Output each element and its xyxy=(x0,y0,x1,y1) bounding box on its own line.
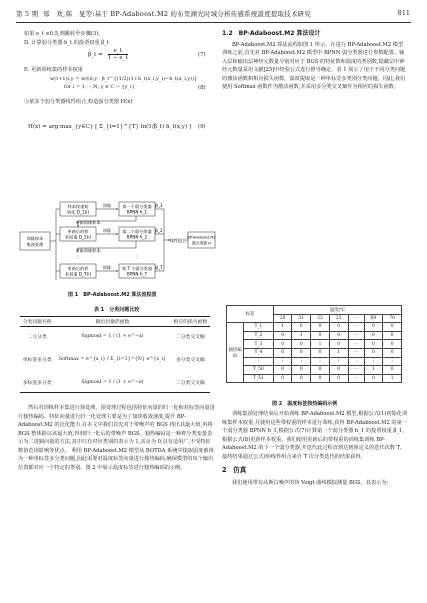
label-combine: 线性组合 xyxy=(169,238,187,243)
table-cell: 多分类交叉熵 xyxy=(175,358,205,363)
table-cell: 0 xyxy=(273,340,292,349)
table-cell: ⋯ xyxy=(348,340,364,349)
label-train-arrow-2: 训练 xyxy=(102,228,112,233)
table-row xyxy=(20,373,210,393)
table-cell: 1 xyxy=(273,323,292,332)
eq8-line-2: for i = 1,⋯,N; y ∈ C − {y_i} xyxy=(64,84,135,90)
table-cell: 0 xyxy=(329,366,348,375)
table-cell: 0 xyxy=(273,374,292,383)
temp-cell: 23 xyxy=(329,314,348,323)
running-header xyxy=(0,0,427,22)
table-cell: ⋯ xyxy=(348,374,364,383)
label-d2b: 本权重 D_2(i) xyxy=(64,234,92,240)
table-cell: 0 xyxy=(292,340,311,349)
left-step-if xyxy=(24,30,214,47)
step-e-text: E. 更新训练集的样本权重 xyxy=(24,67,83,73)
eq7-fraction xyxy=(108,48,128,61)
table-cell: 0 xyxy=(329,323,348,332)
table-cell: ⋮ xyxy=(292,357,311,366)
figure-1-flowchart xyxy=(18,200,216,288)
eq8-line-1: w(t+1)i,y = w(t)i,y · β_t^{(1/2)(1+h_t(x_i,y_i)−h_t(x_i,y))} xyxy=(50,76,198,82)
preprocess-paragraph: 然后对训练样本集进行预处理。预处理过程包括特征向量的归一化和对标签向量进行独热编码。特征向量进行归一化处理主要是为了加快收敛速度,提升 BP-Adaboost.M2 的泛化能力,在本文中我们首先对于带噪声的 BGS 找出其最大值,再将 BGS 整体除以该最大值,得到归一化后的带噪声 BGS。独热编码是一种将分类变量表示为二进制向量的方法,其中只有对应类别的表示为 1,其余为 0,具有适用广,不受特征数值范围影响等优点。 利用 BP-Adaboost.M2 模型从 BOTDA 系统中提取温度被视为一种单标签多分类问题,因此需要对温度标签向量进行独热编码,确保模型的每个输出位置都对应一个特定的类别。图 2 中展示温度标签进行独热编码的示例。 xyxy=(18,405,215,471)
table-cell: 多标签多分类 xyxy=(22,380,52,386)
figure-2-caption: 图 2 温度标签独热编码示例 xyxy=(272,401,338,407)
label-init1: 样本权重初 xyxy=(67,204,89,209)
table-cell: ⋯ xyxy=(348,366,364,375)
figure-1-caption: 图 1 BP-Adaboost.M2 算法流程图 xyxy=(68,292,157,298)
onehot-label-header: 标签 xyxy=(227,306,274,323)
table-cell: Softmax = e^{x_i} / Σ_{i=1}^{N} e^{x_i} xyxy=(58,357,167,362)
svg-text:⋮: ⋮ xyxy=(75,254,81,259)
table-cell: 0 xyxy=(311,348,330,357)
table-cell: 0 xyxy=(383,323,402,332)
table-cell: 0 xyxy=(364,348,383,357)
header-issue-and-authors xyxy=(16,9,311,18)
table-cell: 二元分类 xyxy=(27,335,47,341)
table-1-header-row xyxy=(20,317,210,327)
section-1-2-title: 1.2 BP-Adaboost.M2 算法设计 xyxy=(222,30,321,37)
table-cell: 0 xyxy=(292,366,311,375)
onehot-side-label: 独热编码 xyxy=(227,323,244,383)
equation-8 xyxy=(50,76,197,90)
table-1-header: 分类问题名称 xyxy=(22,320,52,325)
table-row xyxy=(227,374,402,383)
label-update-2: 更新训练样本 xyxy=(75,248,101,253)
table-cell: 0 xyxy=(383,366,402,375)
onehot-table xyxy=(226,305,402,383)
table-cell: 0 xyxy=(329,340,348,349)
table-cell: 1 xyxy=(292,331,311,340)
table-cell: 0 xyxy=(273,348,292,357)
label-update-1: 更新训练样本 xyxy=(75,220,101,225)
table-1-header: 输出层激活函数 xyxy=(95,320,130,325)
label-train-arrow-1: 训练 xyxy=(102,203,112,208)
table-cell: 0 xyxy=(364,323,383,332)
eq9-body: H(x) = arg max_{y∈C} [ Σ_{t=1}^{T} ln(1/β_t) h_t(x,y) ] xyxy=(28,124,192,130)
eq8-number: (8) xyxy=(198,85,206,91)
equation-7 xyxy=(88,48,128,61)
label-c1a: 第一个弱分类器 xyxy=(122,204,152,209)
training-paragraph: 训练集预处理结束后开始训练 BP-Adaboost.M2 模型,根据公式(1)初始化训练集样本权重,并使用这些带权重的样本进行训练,获得 BP-Adaboost.M2 的第一个弱分类器 BPNN h_1,根据公式(7)计算第一个弱分类器 h_1 的投票权重 β_1,根据公式(8)更新样本权重。我们使用更新后的带权重的训练集训练 BP-Adaboost.M2 的下一个弱分类器,并迭代此过程直到达到预定义的迭代次数 T。最终结果通过公式(9)线性组合来自 T 次分类迭代的结果获得。 xyxy=(222,411,408,460)
step-e xyxy=(24,66,214,75)
table-1-header: 相应的损失函数 xyxy=(173,320,208,325)
table-cell: 0 xyxy=(273,331,292,340)
table-cell: T_4 xyxy=(244,348,274,357)
label-betat: β_T xyxy=(155,265,163,270)
table-cell: 0 xyxy=(311,374,330,383)
simulation-paragraph: 我们使用带有高斯白噪声的伪 Voigt 曲线模拟测量 BGS。其表示为: xyxy=(232,479,389,486)
eq7-numerator: e_t xyxy=(108,48,128,55)
right-column-top xyxy=(222,30,408,92)
eq7-number: (7) xyxy=(198,52,206,58)
table-cell: ⋯ xyxy=(348,331,364,340)
table-cell: 二分类交叉熵 xyxy=(175,335,205,341)
eq9-number: (9) xyxy=(198,124,206,130)
table-cell: ⋮ xyxy=(364,357,383,366)
svg-text:⋮: ⋮ xyxy=(134,254,140,259)
table-cell: ⋮ xyxy=(329,357,348,366)
header-rule xyxy=(16,22,411,23)
table-cell: 1 xyxy=(383,374,402,383)
header-authors: 郑 欢,韩 旻等:基于 BP-Adaboost.M2 的布里渊光时域分析传感系统温度提取技术研究 xyxy=(43,10,312,18)
table-cell: T_51 xyxy=(244,374,274,383)
section-2-title: 2 仿真 xyxy=(222,466,247,474)
table-cell: Sigmoid = 1 / (1 + e^−x) xyxy=(81,334,144,340)
onehot-header-row xyxy=(227,306,402,315)
eq7-lhs: β_t = xyxy=(88,52,103,58)
table-cell: 0 xyxy=(311,323,330,332)
algorithm-paragraph: BP-Adaboost.M2 算法流程如图 1 所示。在进行 BP-Adaboost.M2 模型训练之前,首先对 BP-Adaboost.M2 模型中 BPNN 弱分类器进行参数配置。输入层和输出层神经元数量分别对应于 BGS 的特征数和温度的类别数,隐藏层中神经元数量采用文献[25]中经验公式进行推导确定。表 1 展示了用于不同分类问题的激活函数和相应损失函数。温度提取是一种单标签多类别分类问题。因此,我们使用 Softmax 函数作为激活函数,并采用多分类交叉熵作为相应的损失函数。 xyxy=(222,41,406,90)
label-beta1: β_1 xyxy=(155,203,163,208)
table-1 xyxy=(20,316,210,393)
table-cell: 0 xyxy=(364,331,383,340)
table-row xyxy=(227,357,402,366)
temp-cell: 21 xyxy=(292,314,311,323)
step-3-text: ③依多个弱分类器线性组合,构造强分类器 H(x) xyxy=(24,99,133,105)
table-cell: 1 xyxy=(311,340,330,349)
label-cta: 第 T 个弱分类器 xyxy=(121,266,153,271)
table-1-caption: 表 1 分类问题比较 xyxy=(94,307,140,313)
table-cell: 单标签多分类 xyxy=(22,358,52,363)
table-cell: ⋮ xyxy=(244,357,274,366)
table-row xyxy=(227,366,402,375)
table-row xyxy=(20,347,210,373)
label-dtb: 本权重 D_T(i) xyxy=(64,271,92,277)
table-cell: 1 xyxy=(329,348,348,357)
label-outa: BP-Adaboost.M2 xyxy=(187,235,216,240)
label-beta2: β_2 xyxy=(155,228,163,233)
header-issue: 第 5 期 xyxy=(16,10,39,18)
step-d-text: D. 计算弱分类器 h_t 的投票权重 β_t xyxy=(24,39,109,46)
table-cell: 0 xyxy=(383,331,402,340)
table-row xyxy=(20,327,210,347)
eq7-denominator: 1 − e_t xyxy=(107,55,128,61)
table-cell: T_3 xyxy=(244,340,274,349)
label-preproc: 集预处理 xyxy=(26,242,44,247)
table-cell: 0 xyxy=(292,374,311,383)
label-c2a: 第二个弱分类器 xyxy=(122,229,152,234)
table-cell: ⋯ xyxy=(348,348,364,357)
table-cell: 0 xyxy=(383,348,402,357)
table-row xyxy=(227,323,402,332)
temp-cell: 70 xyxy=(383,314,402,323)
table-cell: 0 xyxy=(311,331,330,340)
table-cell: 0 xyxy=(383,340,402,349)
label-c1b: BPNN h_1 xyxy=(126,209,148,215)
equation-9 xyxy=(28,124,191,130)
flowchart-svg xyxy=(18,200,216,288)
label-dta: 更新后的样 xyxy=(67,266,89,271)
table-cell: 0 xyxy=(329,374,348,383)
table-cell: 1 xyxy=(364,366,383,375)
label-ctb: BPNN h_T xyxy=(126,271,148,277)
label-outb: 强分类器 H xyxy=(191,240,212,246)
table-row xyxy=(227,348,402,357)
table-cell: ⋮ xyxy=(383,357,402,366)
label-init2: 始化 D_1(i) xyxy=(66,209,90,215)
table-cell: 0 xyxy=(364,340,383,349)
table-cell: T_2 xyxy=(244,331,274,340)
table-cell: ⋮ xyxy=(273,357,292,366)
temp-cell: 20 xyxy=(273,314,292,323)
left-final-paragraph xyxy=(18,404,216,472)
table-cell: T_50 xyxy=(244,366,274,375)
table-row xyxy=(227,340,402,349)
table-cell: 0 xyxy=(292,348,311,357)
box-train-samples xyxy=(20,232,50,250)
table-cell: ⋯ xyxy=(348,323,364,332)
step-3 xyxy=(24,98,214,107)
table-cell: Sigmoid = 1 / (1 + e^−x) xyxy=(81,379,144,385)
page-number: 811 xyxy=(397,9,410,17)
table-cell: ⋱ xyxy=(348,357,364,366)
label-train: 训练样本 xyxy=(26,236,44,241)
onehot-temp-header: 温度/℃ xyxy=(273,306,401,315)
label-d2a: 更新后的样 xyxy=(67,229,89,234)
temp-cell: 69 xyxy=(364,314,383,323)
step-c-text: 如果 e_t ≥0.5,则跳转至步骤(3)。 xyxy=(24,31,104,37)
table-row xyxy=(227,331,402,340)
table-cell: 0 xyxy=(292,323,311,332)
table-cell: 0 xyxy=(311,366,330,375)
table-cell: 0 xyxy=(364,374,383,383)
table-cell: ⋮ xyxy=(311,357,330,366)
temp-cell: 22 xyxy=(311,314,330,323)
right-column-bottom xyxy=(222,410,408,487)
table-cell: 0 xyxy=(329,331,348,340)
table-cell: 0 xyxy=(273,366,292,375)
temp-cell: ⋯ xyxy=(348,314,364,323)
label-c2b: BPNN h_2 xyxy=(126,234,148,240)
table-cell: T_1 xyxy=(244,323,274,332)
label-train-arrow-3: 训练 xyxy=(102,265,112,270)
table-cell: 二分类交叉熵 xyxy=(175,380,205,386)
